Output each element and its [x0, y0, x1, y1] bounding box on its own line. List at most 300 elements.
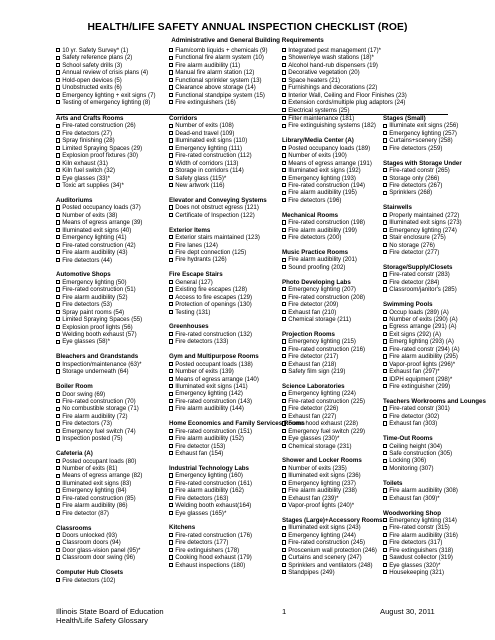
- checkbox[interactable]: [282, 287, 286, 291]
- checkbox[interactable]: [56, 235, 60, 239]
- checklist-item-label: Illuminated exit signs (83): [62, 479, 132, 487]
- checkbox[interactable]: [169, 496, 173, 500]
- checkbox[interactable]: [282, 406, 286, 410]
- checkbox[interactable]: [383, 451, 387, 455]
- checkbox[interactable]: [56, 474, 60, 478]
- checkbox[interactable]: [282, 198, 286, 202]
- checkbox[interactable]: [56, 78, 60, 82]
- checklist-item-label: Fire extinguishing systems (182): [288, 122, 376, 130]
- checklist-item-label: Toxic art supplies (34)*: [62, 182, 124, 190]
- checklist-item-label: Emergency fuel switch (74): [62, 427, 136, 435]
- checkbox[interactable]: [282, 168, 286, 172]
- checkbox[interactable]: [282, 429, 286, 433]
- checkbox[interactable]: [383, 138, 387, 142]
- checkbox[interactable]: [282, 124, 286, 128]
- checkbox[interactable]: [56, 176, 60, 180]
- checkbox[interactable]: [383, 414, 387, 418]
- checklist-item: [56, 92, 156, 99]
- checkbox[interactable]: [56, 317, 60, 321]
- checklist-item-label: Vapor-proof lights (240)*: [288, 502, 355, 510]
- checkbox[interactable]: [282, 555, 286, 559]
- checkbox[interactable]: [56, 421, 60, 425]
- checkbox[interactable]: [56, 578, 60, 582]
- checkbox[interactable]: [282, 339, 286, 343]
- checkbox[interactable]: [282, 369, 286, 373]
- checkbox[interactable]: [383, 540, 387, 544]
- checkbox[interactable]: [169, 332, 173, 336]
- section-title: Home Economics and Family Services Rooms: [169, 420, 305, 428]
- checkbox[interactable]: [169, 451, 173, 455]
- checkbox[interactable]: [169, 250, 173, 254]
- checklist-item-label: Fire alarm audibility (195): [288, 189, 357, 197]
- checkbox[interactable]: [169, 63, 173, 67]
- checkbox[interactable]: [56, 407, 60, 411]
- checkbox[interactable]: [169, 399, 173, 403]
- checkbox[interactable]: [383, 228, 387, 232]
- checkbox[interactable]: [169, 429, 173, 433]
- checkbox[interactable]: [383, 369, 387, 373]
- checklist-item: [56, 175, 142, 182]
- checklist-item-label: Emergency lighting (215): [288, 338, 356, 346]
- checkbox[interactable]: [56, 48, 60, 52]
- checkbox[interactable]: [282, 347, 286, 351]
- checkbox[interactable]: [169, 369, 173, 373]
- checklist-item-label: Number of exits (190): [288, 152, 347, 160]
- checkbox[interactable]: [56, 153, 60, 157]
- checkbox[interactable]: [56, 138, 60, 142]
- checkbox[interactable]: [383, 176, 387, 180]
- checkbox[interactable]: [383, 213, 387, 217]
- checklist-item: [56, 577, 142, 584]
- checkbox[interactable]: [169, 93, 173, 97]
- checkbox[interactable]: [383, 362, 387, 366]
- checklist-item: [56, 465, 142, 472]
- checklist-item-label: Occup loads (289) (A): [389, 308, 449, 316]
- checkbox[interactable]: [282, 310, 286, 314]
- checkbox[interactable]: [56, 541, 60, 545]
- checkbox[interactable]: [56, 161, 60, 165]
- checklist-item-label: Fire alarm audibility (144): [175, 405, 244, 413]
- checklist-item-label: Exhaust fan (227): [288, 412, 337, 420]
- checkbox[interactable]: [383, 570, 387, 574]
- checkbox[interactable]: [169, 56, 173, 60]
- checklist-item: [282, 92, 407, 99]
- checkbox[interactable]: [56, 183, 60, 187]
- checkbox[interactable]: [56, 100, 60, 104]
- checklist-item-label: Eye glasses (165)*: [175, 509, 227, 517]
- checkbox[interactable]: [169, 377, 173, 381]
- checkbox[interactable]: [169, 503, 173, 507]
- checkbox[interactable]: [282, 220, 286, 224]
- checkbox[interactable]: [282, 56, 286, 60]
- checkbox[interactable]: [383, 124, 387, 128]
- checkbox[interactable]: [383, 347, 387, 351]
- checkbox[interactable]: [282, 392, 286, 396]
- checklist-item-label: Means of egress arrange (191): [288, 159, 372, 167]
- page-title: HEALTH/LIFE SAFETY ANNUAL INSPECTION CHECKLIST (ROE): [87, 22, 408, 33]
- checkbox[interactable]: [282, 563, 286, 567]
- checkbox[interactable]: [169, 384, 173, 388]
- checkbox[interactable]: [282, 414, 286, 418]
- checkbox[interactable]: [282, 228, 286, 232]
- checkbox[interactable]: [169, 100, 173, 104]
- checkbox[interactable]: [383, 191, 387, 195]
- checkbox[interactable]: [56, 548, 60, 552]
- checkbox[interactable]: [169, 444, 173, 448]
- checkbox[interactable]: [282, 317, 286, 321]
- checkbox[interactable]: [282, 116, 286, 120]
- checklist-item: [383, 234, 486, 241]
- checkbox[interactable]: [282, 258, 286, 262]
- checklist-item: [282, 256, 383, 263]
- checkbox[interactable]: [383, 533, 387, 537]
- checkbox[interactable]: [282, 70, 286, 74]
- checkbox[interactable]: [56, 399, 60, 403]
- checkbox[interactable]: [383, 354, 387, 358]
- checkbox[interactable]: [169, 235, 173, 239]
- checklist-item: [56, 286, 142, 293]
- checklist-section: [383, 204, 486, 256]
- checkbox[interactable]: [169, 473, 173, 477]
- checkbox[interactable]: [282, 540, 286, 544]
- checkbox[interactable]: [56, 332, 60, 336]
- checkbox[interactable]: [282, 488, 286, 492]
- checkbox[interactable]: [56, 146, 60, 150]
- checkbox[interactable]: [282, 295, 286, 299]
- checkbox[interactable]: [56, 93, 60, 97]
- checkbox[interactable]: [56, 63, 60, 67]
- checkbox[interactable]: [169, 310, 173, 314]
- checkbox[interactable]: [56, 436, 60, 440]
- checkbox[interactable]: [169, 168, 173, 172]
- checklist-item-label: Functional fire alarm system (10): [175, 54, 264, 62]
- checkbox[interactable]: [56, 488, 60, 492]
- checkbox[interactable]: [383, 444, 387, 448]
- checkbox[interactable]: [56, 340, 60, 344]
- checklist-section: [282, 383, 383, 450]
- checkbox[interactable]: [383, 280, 387, 284]
- checkbox[interactable]: [383, 406, 387, 410]
- checkbox[interactable]: [383, 332, 387, 336]
- checkbox[interactable]: [169, 161, 173, 165]
- checklist-item-label: Integrated pest management (17)*: [288, 47, 382, 54]
- checkbox[interactable]: [56, 362, 60, 366]
- checklist-item: [282, 77, 407, 84]
- checkbox[interactable]: [282, 265, 286, 269]
- checklist-item-label: No combustible storage (71): [62, 405, 139, 413]
- checklist-item-label: Number of exits (108): [175, 122, 234, 130]
- section-title: Science Laboratories: [282, 382, 345, 390]
- checklist-item: [383, 495, 486, 502]
- checkbox[interactable]: [56, 168, 60, 172]
- checkbox[interactable]: [56, 555, 60, 559]
- checkbox[interactable]: [282, 570, 286, 574]
- checklist-item: [56, 294, 142, 301]
- checklist-item-label: School safety drills (3): [62, 61, 123, 69]
- checkbox[interactable]: [282, 183, 286, 187]
- checkbox[interactable]: [56, 414, 60, 418]
- checklist-item-label: Fire-rated constr (283): [389, 271, 450, 279]
- checkbox[interactable]: [169, 176, 173, 180]
- checkbox[interactable]: [169, 302, 173, 306]
- checkbox[interactable]: [169, 131, 173, 135]
- checklist-item: [56, 405, 142, 412]
- checklist-item-label: Limited Spraying Spaces (29): [62, 144, 143, 152]
- checkbox[interactable]: [169, 287, 173, 291]
- checkbox[interactable]: [169, 258, 173, 262]
- checklist-item: [56, 398, 142, 405]
- checkbox[interactable]: [282, 146, 286, 150]
- checklist-item: [56, 547, 142, 554]
- checkbox[interactable]: [282, 108, 286, 112]
- checkbox[interactable]: [169, 555, 173, 559]
- checklist-item: [56, 122, 142, 129]
- checklist-item: [383, 249, 486, 256]
- checkbox[interactable]: [169, 548, 173, 552]
- checkbox[interactable]: [282, 78, 286, 82]
- room-column-4: [383, 115, 486, 584]
- checklist-item-label: Standpipes (249): [288, 569, 335, 577]
- checkbox[interactable]: [169, 213, 173, 217]
- checkbox[interactable]: [169, 436, 173, 440]
- checkbox[interactable]: [282, 362, 286, 366]
- checklist-item: [383, 554, 486, 561]
- section-title: Corridors: [169, 115, 198, 122]
- checkbox[interactable]: [169, 362, 173, 366]
- section-title: Music Practice Rooms: [282, 248, 349, 256]
- checkbox[interactable]: [383, 459, 387, 463]
- checklist-item-label: Fire detectors (102): [62, 576, 116, 584]
- checklist-item: [282, 107, 407, 114]
- checkbox[interactable]: [282, 100, 286, 104]
- checkbox[interactable]: [282, 444, 286, 448]
- checkbox[interactable]: [383, 146, 387, 150]
- checkbox[interactable]: [169, 563, 173, 567]
- checkbox[interactable]: [383, 243, 387, 247]
- checkbox[interactable]: [56, 466, 60, 470]
- checkbox[interactable]: [383, 250, 387, 254]
- checkbox[interactable]: [282, 533, 286, 537]
- checkbox[interactable]: [383, 310, 387, 314]
- checkbox[interactable]: [282, 503, 286, 507]
- checkbox[interactable]: [169, 153, 173, 157]
- checkbox[interactable]: [282, 421, 286, 425]
- section-title: Projection Rooms: [282, 330, 335, 338]
- checklist-item: [169, 92, 267, 99]
- checkbox[interactable]: [56, 295, 60, 299]
- checkbox[interactable]: [169, 481, 173, 485]
- checkbox[interactable]: [169, 295, 173, 299]
- checkbox[interactable]: [282, 481, 286, 485]
- checklist-item-label: Fire alarm audibility (86): [62, 502, 128, 510]
- checkbox[interactable]: [169, 540, 173, 544]
- checkbox[interactable]: [56, 213, 60, 217]
- checkbox[interactable]: [169, 533, 173, 537]
- checkbox[interactable]: [169, 146, 173, 150]
- checkbox[interactable]: [383, 339, 387, 343]
- checkbox[interactable]: [383, 548, 387, 552]
- checkbox[interactable]: [282, 191, 286, 195]
- checkbox[interactable]: [56, 392, 60, 396]
- checklist-item-label: Fire alarm audibility (43): [62, 249, 128, 257]
- checkbox[interactable]: [383, 183, 387, 187]
- checkbox[interactable]: [383, 377, 387, 381]
- checkbox[interactable]: [383, 317, 387, 321]
- checkbox[interactable]: [383, 168, 387, 172]
- checkbox[interactable]: [169, 488, 173, 492]
- checklist-item: [56, 554, 142, 561]
- checkbox[interactable]: [282, 176, 286, 180]
- checklist-section: [282, 137, 383, 204]
- checkbox[interactable]: [56, 220, 60, 224]
- checkbox[interactable]: [383, 555, 387, 559]
- checklist-item: [56, 301, 142, 308]
- checkbox[interactable]: [282, 235, 286, 239]
- checklist-item-label: Means of egress arrange (39): [62, 219, 143, 227]
- checklist-item-label: Fire detectors (267): [389, 182, 443, 190]
- checkbox[interactable]: [56, 56, 60, 60]
- checklist-item: [56, 84, 156, 91]
- checkbox[interactable]: [282, 85, 286, 89]
- checkbox[interactable]: [169, 511, 173, 515]
- checklist-item-label: Illuminated exit signs (110): [175, 137, 248, 145]
- checklist-item: [56, 480, 142, 487]
- checkbox[interactable]: [282, 63, 286, 67]
- checklist-item-label: Emergency lighting (111): [175, 144, 243, 152]
- checklist-item: [282, 480, 383, 487]
- checkbox[interactable]: [383, 325, 387, 329]
- checkbox[interactable]: [383, 518, 387, 522]
- checkbox[interactable]: [282, 399, 286, 403]
- checkbox[interactable]: [56, 429, 60, 433]
- checklist-item-label: Fire detectors (177): [175, 539, 229, 547]
- checkbox[interactable]: [169, 183, 173, 187]
- checkbox[interactable]: [56, 459, 60, 463]
- checkbox[interactable]: [56, 503, 60, 507]
- checkbox[interactable]: [56, 205, 60, 209]
- checkbox[interactable]: [56, 287, 60, 291]
- checkbox[interactable]: [282, 93, 286, 97]
- checklist-item-label: Eye glasses (320)*: [389, 561, 441, 569]
- checkbox[interactable]: [56, 533, 60, 537]
- checkbox[interactable]: [383, 421, 387, 425]
- checklist-item: [282, 465, 383, 472]
- checkbox[interactable]: [56, 325, 60, 329]
- checkbox[interactable]: [56, 481, 60, 485]
- checkbox[interactable]: [282, 496, 286, 500]
- checklist-item-label: Functional standpipe system (15): [175, 91, 265, 99]
- checkbox[interactable]: [56, 369, 60, 373]
- checkbox[interactable]: [282, 466, 286, 470]
- checklist-item-label: Fire-rated construction (216): [288, 345, 366, 353]
- checkbox[interactable]: [383, 272, 387, 276]
- checkbox[interactable]: [282, 548, 286, 552]
- checklist-item-label: Fume hood exhaust (228): [288, 420, 358, 428]
- checkbox[interactable]: [169, 339, 173, 343]
- checkbox[interactable]: [169, 70, 173, 74]
- checklist-item-label: Means of egress arrange (140): [175, 375, 259, 383]
- checkbox[interactable]: [169, 138, 173, 142]
- checkbox[interactable]: [169, 78, 173, 82]
- checkbox[interactable]: [56, 124, 60, 128]
- checkbox[interactable]: [282, 436, 286, 440]
- checkbox[interactable]: [282, 354, 286, 358]
- checkbox[interactable]: [56, 258, 60, 262]
- checklist-item-label: Number of exits (235): [288, 464, 347, 472]
- checklist-item-label: Sound proofing (202): [288, 263, 346, 271]
- checklist-item-label: General (127): [175, 278, 213, 286]
- checkbox[interactable]: [282, 302, 286, 306]
- checkbox[interactable]: [282, 473, 286, 477]
- checklist-item-label: Fire detectors (259): [389, 144, 443, 152]
- checklist-item-label: Number of exits (81): [62, 464, 118, 472]
- checkbox[interactable]: [383, 220, 387, 224]
- checkbox[interactable]: [169, 205, 173, 209]
- checkbox[interactable]: [56, 280, 60, 284]
- checklist-item-label: Emergency lighting (237): [288, 479, 356, 487]
- checkbox[interactable]: [56, 131, 60, 135]
- checkbox[interactable]: [56, 302, 60, 306]
- checkbox[interactable]: [56, 228, 60, 232]
- checkbox[interactable]: [56, 243, 60, 247]
- checkbox[interactable]: [169, 124, 173, 128]
- checklist-item: [56, 435, 142, 442]
- checklist-item-label: Fire detector (153): [175, 442, 226, 450]
- checkbox[interactable]: [169, 392, 173, 396]
- checklist-item: [169, 62, 267, 69]
- checklist-item: [383, 465, 486, 472]
- checklist-item: [56, 368, 142, 375]
- checklist-item: [56, 391, 142, 398]
- checkbox[interactable]: [56, 85, 60, 89]
- checkbox[interactable]: [383, 496, 387, 500]
- checklist-item-label: Fire-rated construction (225): [288, 397, 366, 405]
- checklist-item: [282, 197, 383, 204]
- checkbox[interactable]: [383, 287, 387, 291]
- checkbox[interactable]: [282, 161, 286, 165]
- checklist-item: [169, 99, 267, 106]
- checkbox[interactable]: [383, 563, 387, 567]
- checklist-item-label: Fire-rated constr (265): [389, 167, 450, 175]
- checkbox[interactable]: [56, 70, 60, 74]
- checklist-item-label: Manual fire alarm station (12): [175, 69, 255, 77]
- checkbox[interactable]: [169, 85, 173, 89]
- checkbox[interactable]: [56, 250, 60, 254]
- checkbox[interactable]: [383, 384, 387, 388]
- checkbox[interactable]: [169, 406, 173, 410]
- checkbox[interactable]: [282, 153, 286, 157]
- checkbox[interactable]: [383, 235, 387, 239]
- checkbox[interactable]: [169, 48, 173, 52]
- checklist-item: [56, 152, 142, 159]
- checklist-item-label: Clearance above storage (14): [175, 84, 256, 92]
- checkbox[interactable]: [383, 488, 387, 492]
- checkbox[interactable]: [383, 131, 387, 135]
- checklist-item: [282, 443, 383, 450]
- checkbox[interactable]: [383, 466, 387, 470]
- checkbox[interactable]: [383, 526, 387, 530]
- checkbox[interactable]: [169, 243, 173, 247]
- checkbox[interactable]: [169, 280, 173, 284]
- checkbox[interactable]: [56, 310, 60, 314]
- checkbox[interactable]: [56, 511, 60, 515]
- checkbox[interactable]: [282, 526, 286, 530]
- checklist-item-label: Fire extinguishers (178): [175, 546, 240, 554]
- checklist-item-label: Fire detectors (317): [389, 539, 443, 547]
- checkbox[interactable]: [282, 48, 286, 52]
- checkbox[interactable]: [56, 496, 60, 500]
- checklist-item-label: Emergency lighting (244): [288, 531, 356, 539]
